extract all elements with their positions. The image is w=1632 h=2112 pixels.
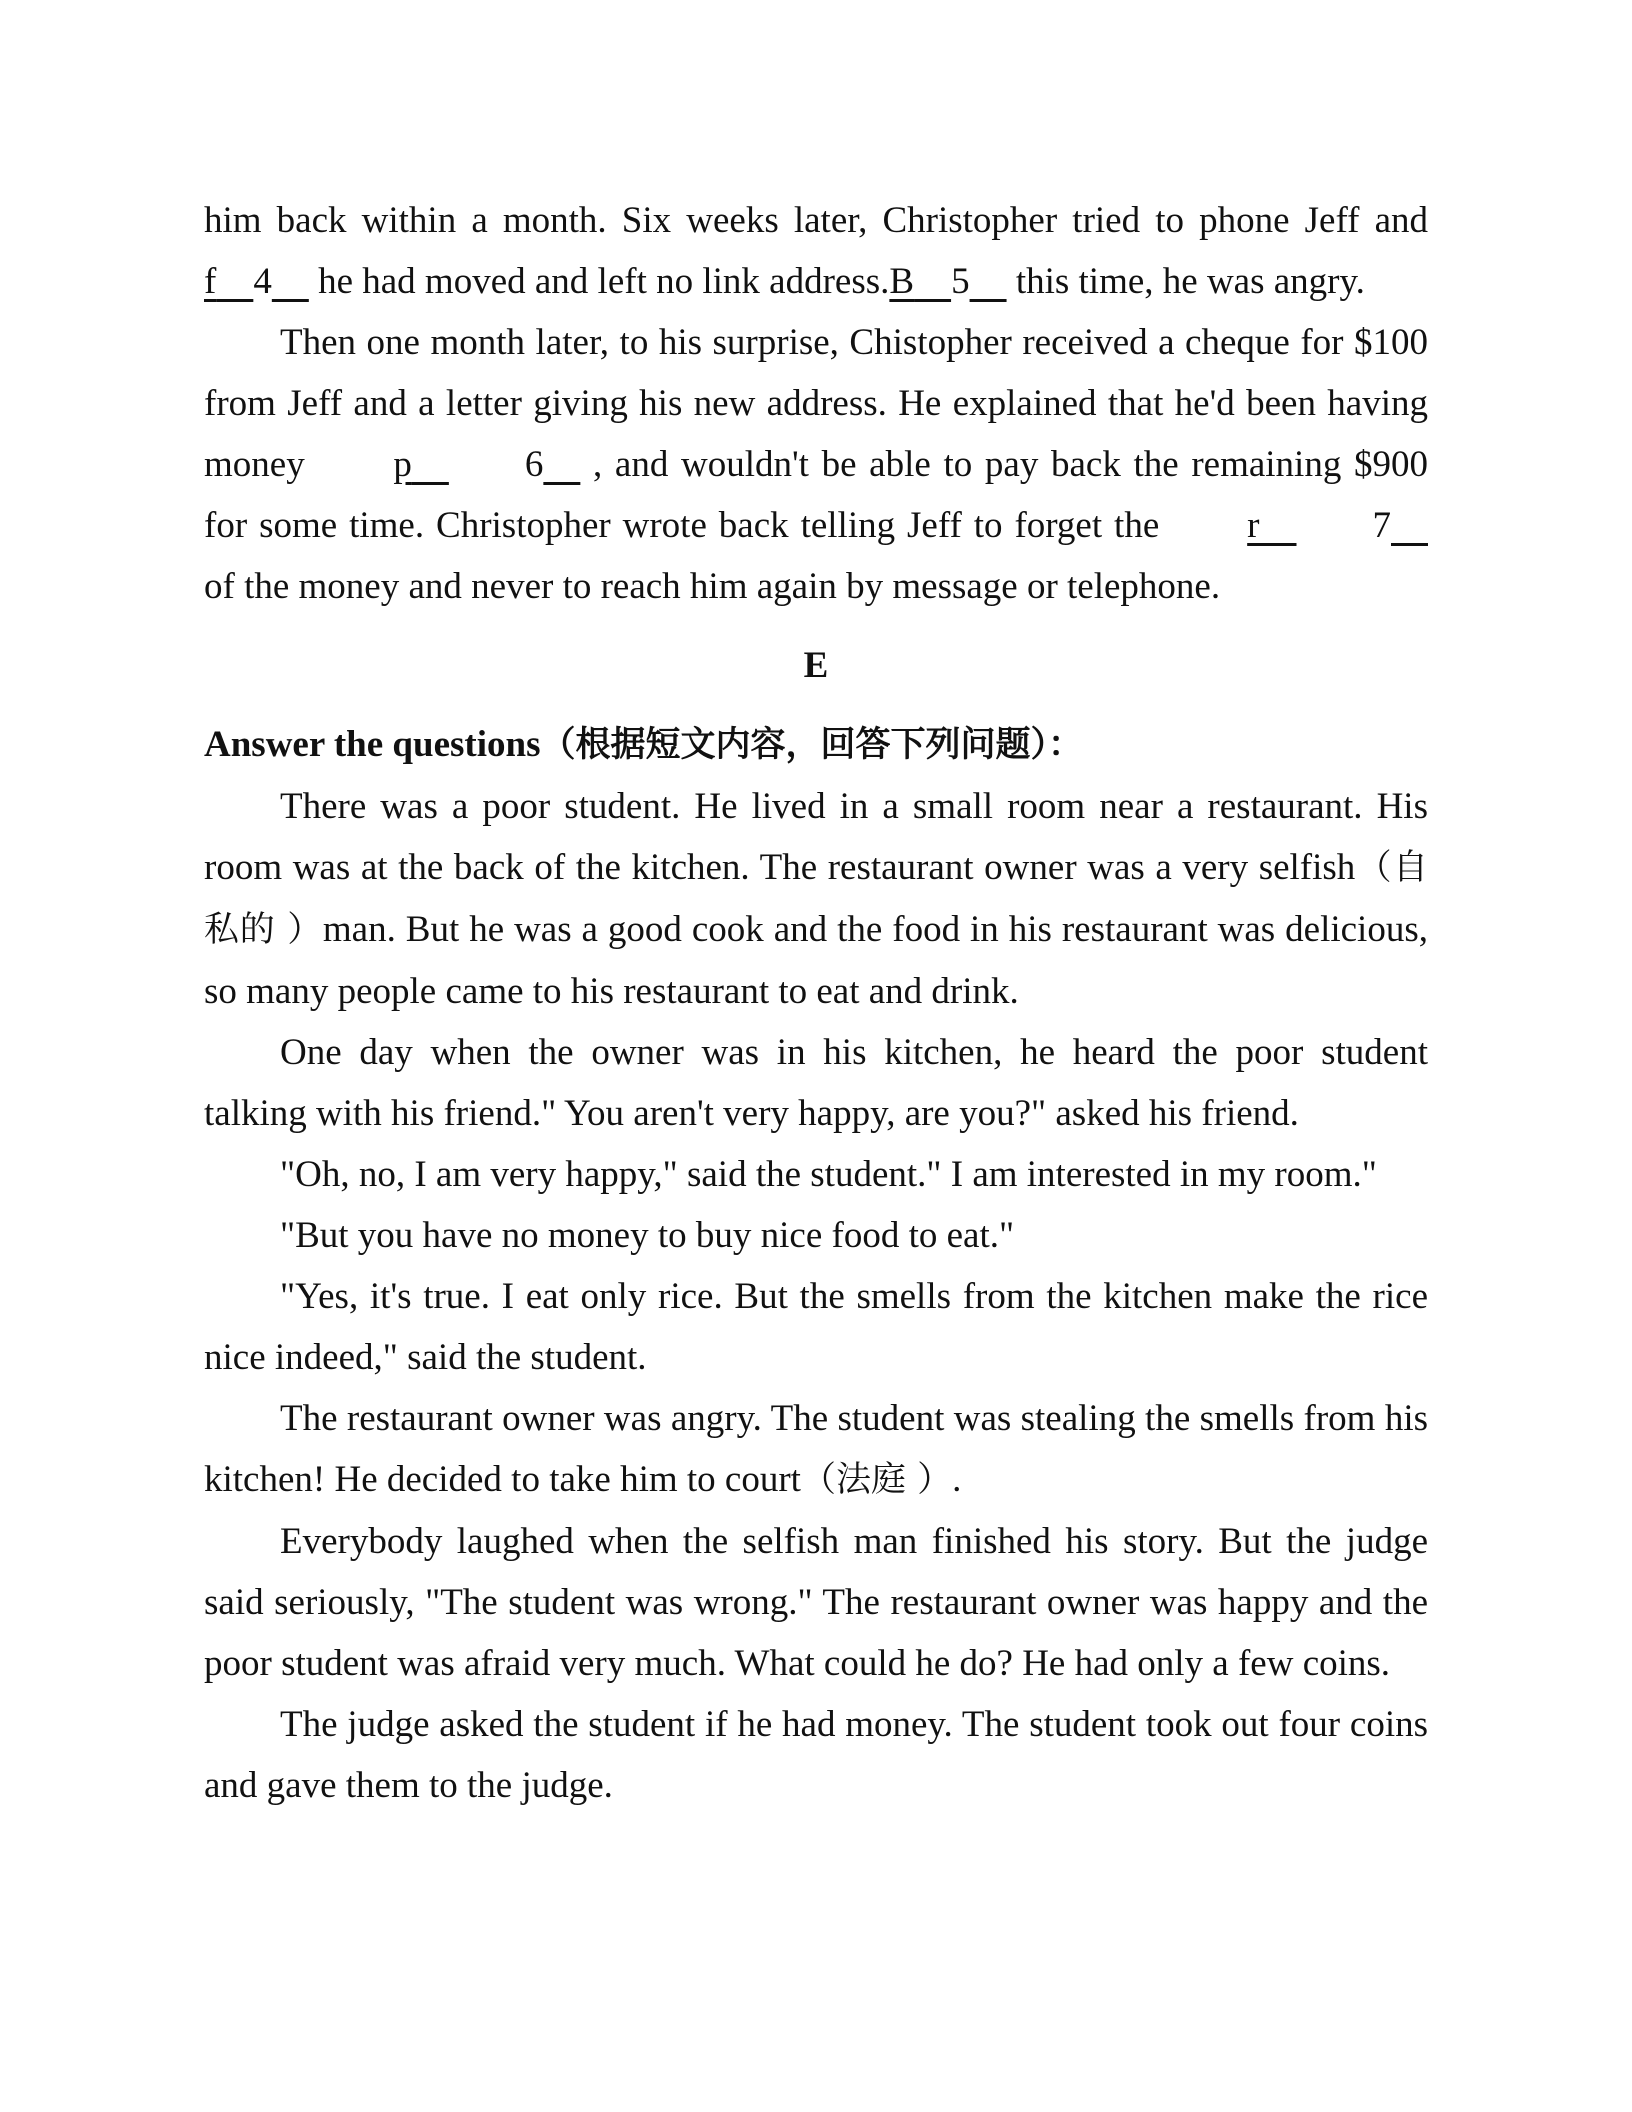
passage-e-para5: "Yes, it's true. I eat only rice. But the smells from the kitchen make the rice nice indeed," said the student. <box>204 1276 1428 1378</box>
passage-e-para3: "Oh, no, I am very happy," said the student." I am interested in my room." <box>280 1154 1377 1195</box>
passage-d-para2: Then one month later, to his surprise, Chistopher received a cheque for $100 from Jeff and a letter giving his new address. He explained that he'd been having money p 6 , and wouldn't be able to pay back the remaining $900 for some time. Christopher wrote back telling Jeff to forget the r 7 of the money and never to reach him again by message or telephone. <box>204 322 1428 607</box>
passage-e-para7: Everybody laughed when the selfish man finished his story. But the judge said seriously, "The student was wrong." The restaurant owner was happy and the poor student was afraid very much. What could he do? He had only a few coins. <box>204 1521 1428 1684</box>
passage-d-seg2b: this time, he was angry. <box>1006 261 1365 302</box>
section-e-instruction: Answer the questions（根据短文内容，回答下列问题）： <box>204 724 1083 765</box>
passage-e-para2: One day when the owner was in his kitchen, he heard the poor student talking with his friend." You aren't very happy, are you?" asked his friend. <box>204 1032 1428 1134</box>
document-page <box>204 190 1428 1816</box>
passage-e-para1: There was a poor student. He lived in a small room near a restaurant. His room was at the back of the kitchen. The restaurant owner was a very selfish（自私的 ）man. But he was a good cook and the food in his restaurant was delicious, so many people came to his restaurant to eat and drink. <box>204 786 1428 1012</box>
blank-5: B 5 <box>889 261 970 302</box>
passage-e-para6: The restaurant owner was angry. The student was stealing the smells from his kitchen! He decided to take him to court（法庭 ）. <box>204 1398 1428 1500</box>
passage-e-para4: "But you have no money to buy nice food to eat." <box>280 1215 1015 1256</box>
passage-d-seg2a: he had moved and left no link address. <box>308 261 890 302</box>
blank-7: r 7 <box>1247 505 1391 546</box>
blank-4: f 4 <box>204 261 272 302</box>
passage-e-para8: The judge asked the student if he had money. The student took out four coins and gave them to the judge. <box>204 1704 1428 1806</box>
section-heading-e: E <box>803 645 829 686</box>
blank-6: p 6 <box>393 444 544 485</box>
passage-d-para1 <box>204 190 1428 312</box>
passage-d-line1: him back within a month. Six weeks later, Christopher tried to phone Jeff and <box>204 200 1428 241</box>
